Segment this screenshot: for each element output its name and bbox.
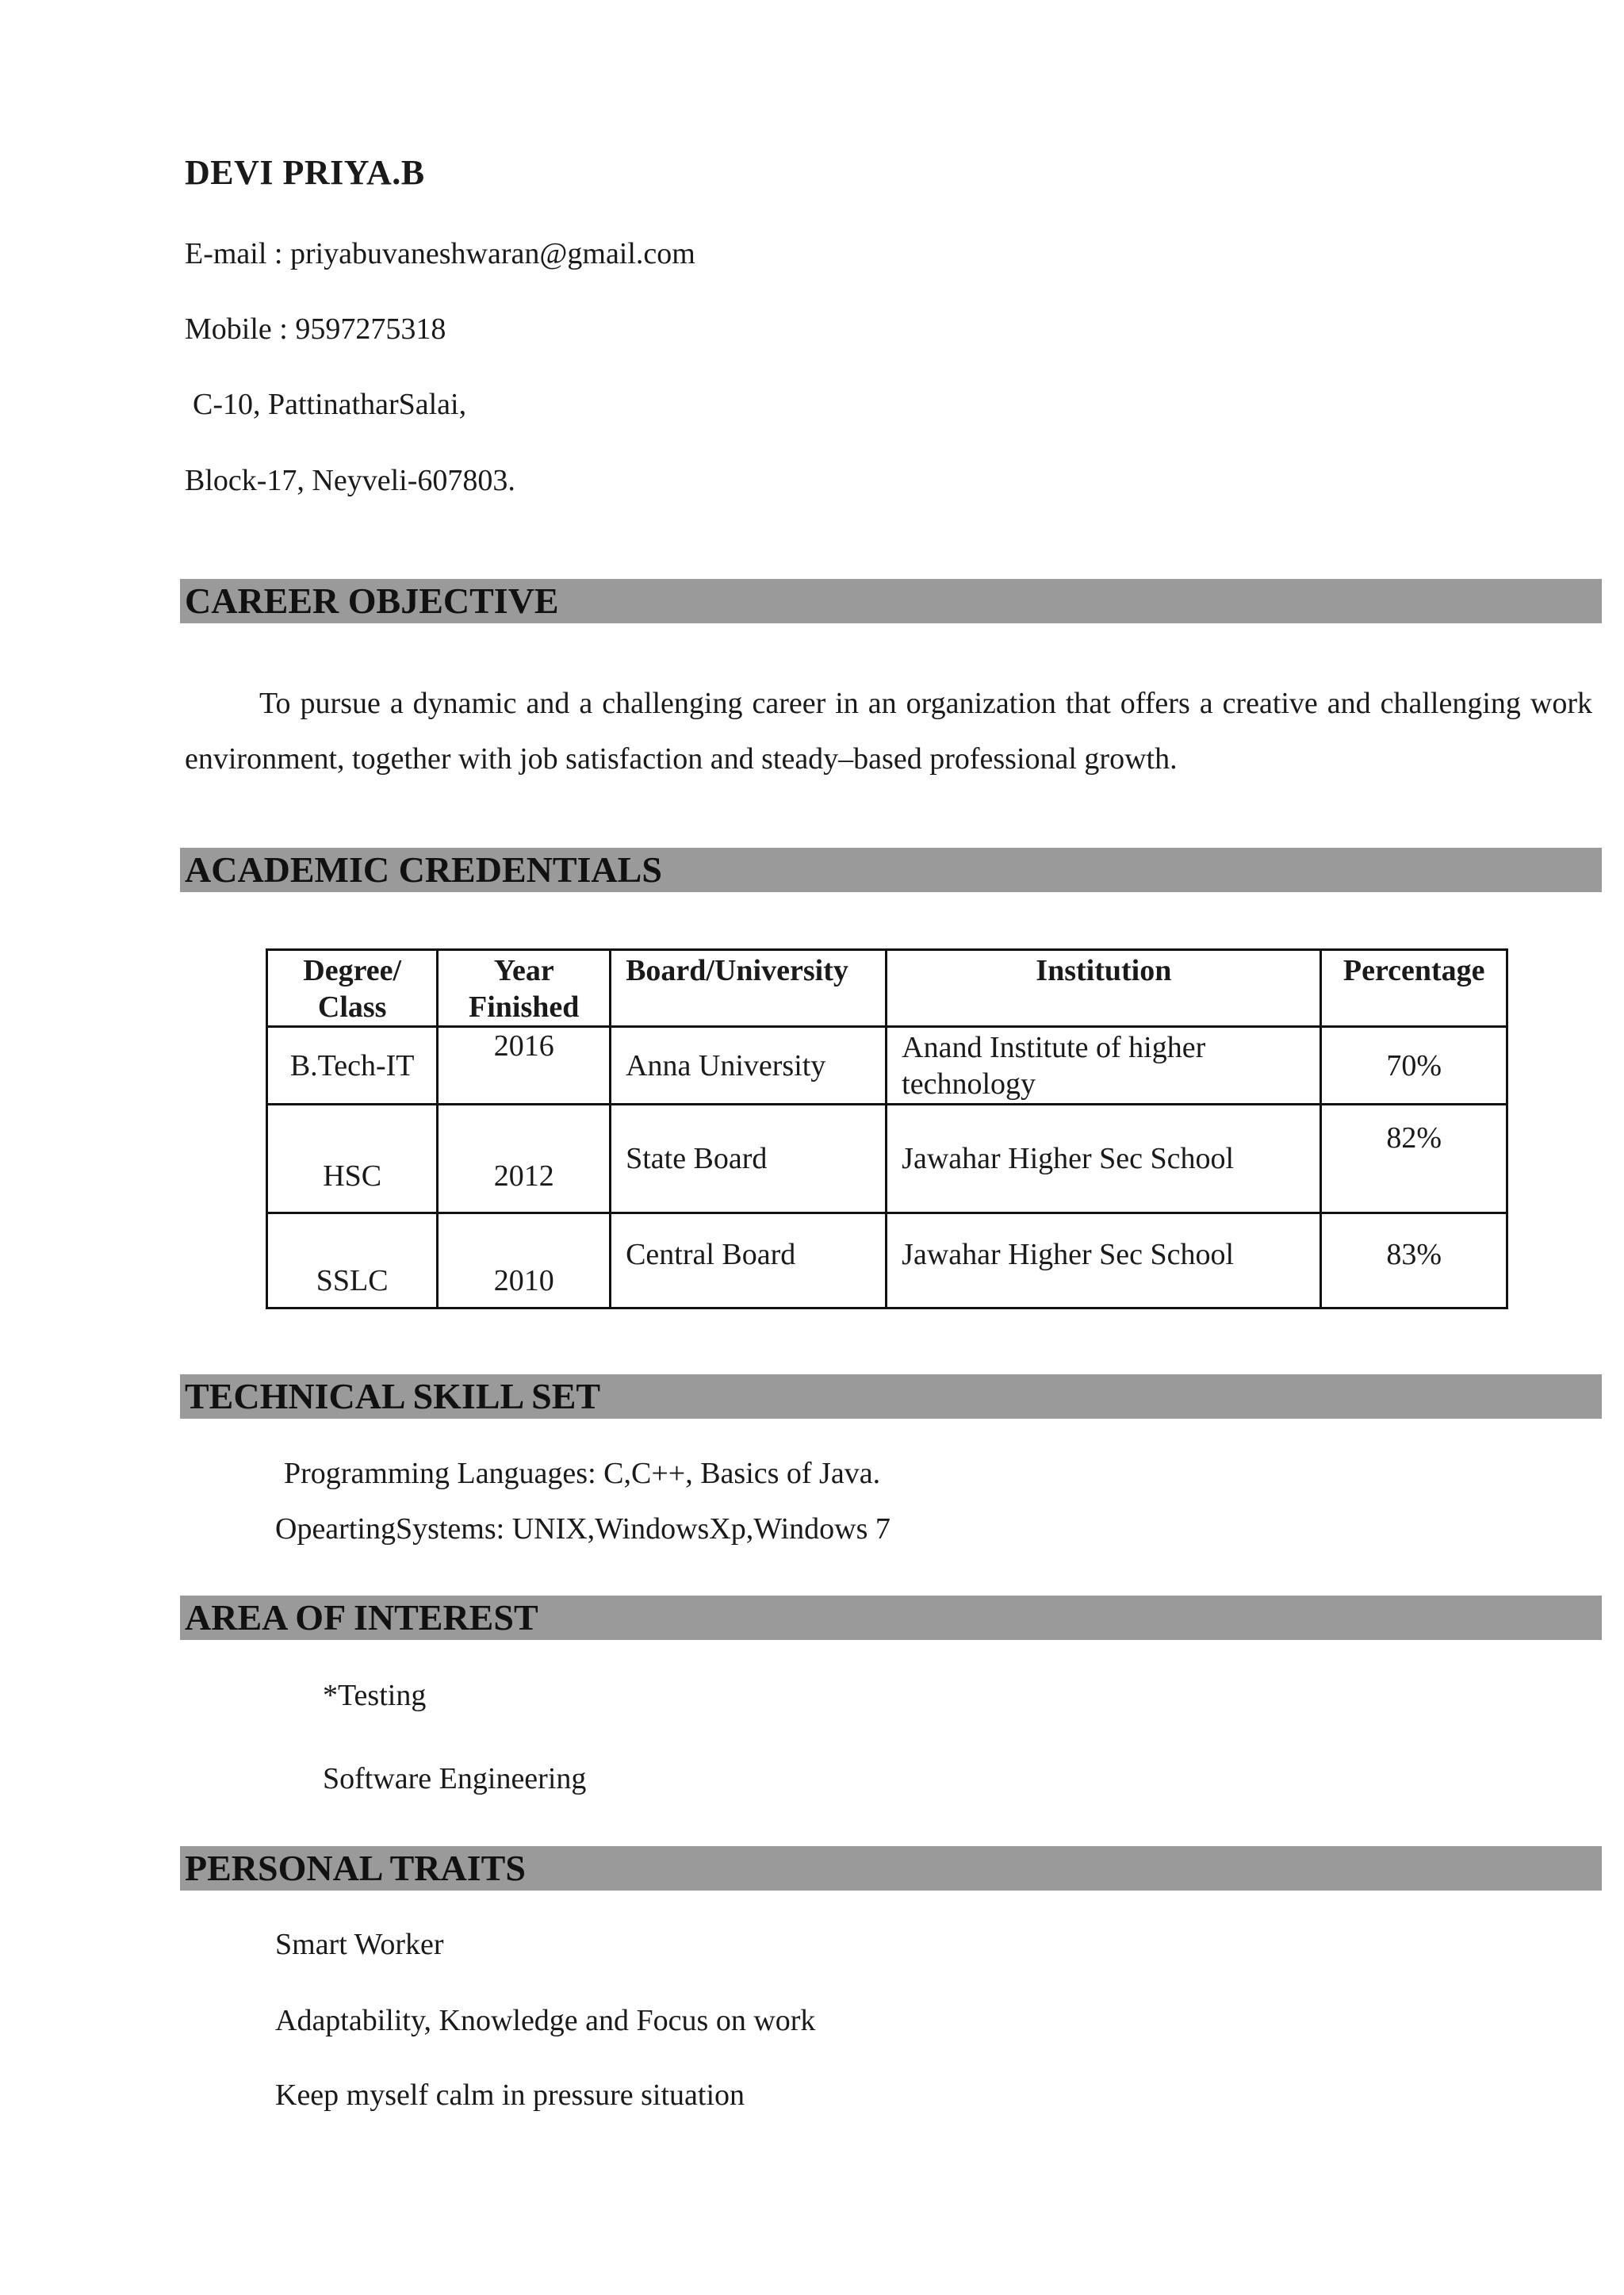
interest-item: *Testing <box>323 1679 427 1712</box>
operating-systems-line: OpeartingSystems: UNIX,WindowsXp,Windows 7 <box>275 1512 891 1546</box>
table-row <box>267 1105 1507 1213</box>
technical-skills-heading: TECHNICAL SKILL SET <box>185 1376 601 1416</box>
candidate-name: DEVI PRIYA.B <box>185 153 425 192</box>
email-line: E-mail : priyabuvaneshwaran@gmail.com <box>185 237 695 270</box>
table-row <box>267 1213 1507 1308</box>
address-line-2: Block-17, Neyveli-607803. <box>185 464 515 497</box>
cell-degree: SSLC <box>267 1213 438 1308</box>
cell-degree: B.Tech-IT <box>267 1027 438 1105</box>
personal-traits-heading: PERSONAL TRAITS <box>185 1848 526 1888</box>
academic-table <box>266 948 1508 1309</box>
header-board: Board/University <box>611 950 887 1027</box>
academic-credentials-heading: ACADEMIC CREDENTIALS <box>185 849 662 890</box>
cell-degree: HSC <box>267 1105 438 1213</box>
header-percentage: Percentage <box>1321 950 1507 1027</box>
cell-year: 2010 <box>438 1213 611 1308</box>
interest-item: Software Engineering <box>323 1762 587 1795</box>
header-year: Year Finished <box>438 950 611 1027</box>
career-objective-heading: CAREER OBJECTIVE <box>185 580 559 621</box>
header-degree: Degree/ Class <box>267 950 438 1027</box>
area-of-interest-heading: AREA OF INTEREST <box>185 1597 538 1638</box>
cell-institution: Jawahar Higher Sec School <box>887 1213 1321 1308</box>
cell-institution: Jawahar Higher Sec School <box>887 1105 1321 1213</box>
trait-item: Adaptability, Knowledge and Focus on work <box>275 2004 816 2037</box>
table-row <box>267 1027 1507 1105</box>
programming-languages-line: Programming Languages: C,C++, Basics of Java. <box>284 1457 881 1490</box>
cell-institution: Anand Institute of higher technology <box>887 1027 1321 1105</box>
address-line-1: C-10, PattinatharSalai, <box>193 388 467 421</box>
cell-board: Anna University <box>611 1027 887 1105</box>
cell-year: 2012 <box>438 1105 611 1213</box>
table-header-row <box>267 950 1507 1027</box>
trait-item: Keep myself calm in pressure situation <box>275 2079 745 2112</box>
cell-percentage: 83% <box>1321 1213 1507 1308</box>
header-institution: Institution <box>887 950 1321 1027</box>
cell-board: State Board <box>611 1105 887 1213</box>
mobile-line: Mobile : 9597275318 <box>185 312 446 346</box>
cell-percentage: 70% <box>1321 1027 1507 1105</box>
trait-item: Smart Worker <box>275 1928 444 1961</box>
career-objective-text: To pursue a dynamic and a challenging career in an organization that offers a creative and challenging work environment, together with job satisfaction and steady–based professional growth. <box>185 687 1592 776</box>
cell-percentage: 82% <box>1321 1105 1507 1213</box>
cell-year: 2016 <box>438 1027 611 1105</box>
cell-board: Central Board <box>611 1213 887 1308</box>
